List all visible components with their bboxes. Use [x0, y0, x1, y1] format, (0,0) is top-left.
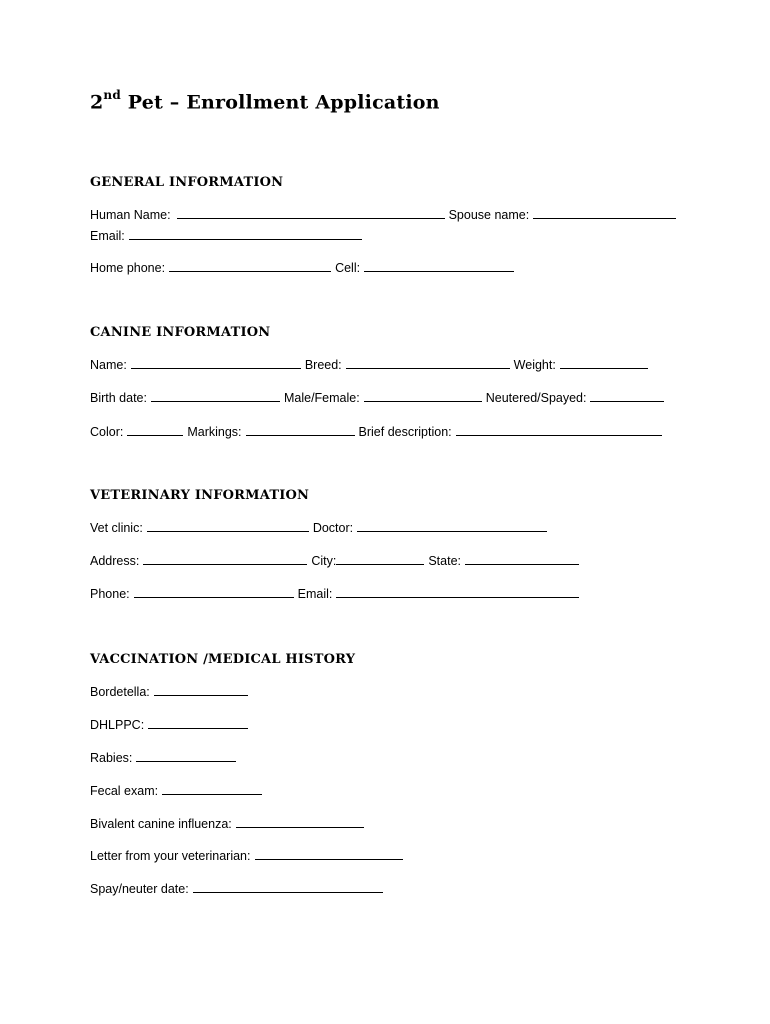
rabies-label: Rabies: — [90, 751, 133, 765]
weight-field[interactable] — [560, 357, 648, 369]
vet-clinic-row — [90, 520, 551, 536]
home-phone-field[interactable] — [169, 260, 331, 272]
human-name-label: Human Name: — [90, 208, 171, 222]
vet-clinic-label: Vet clinic: — [90, 521, 143, 535]
veterinary-information-heading: VETERINARY INFORMATION — [90, 488, 310, 503]
vet-letter-row — [90, 848, 407, 864]
doctor-field[interactable] — [357, 520, 547, 532]
phone-row — [90, 260, 518, 276]
dhlppc-row — [90, 717, 252, 733]
markings-field[interactable] — [246, 424, 355, 436]
form-title-prefix: 2 — [90, 91, 104, 114]
canine-color-row — [90, 424, 666, 440]
rabies-row — [90, 750, 240, 766]
vet-phone-row — [90, 586, 583, 602]
doctor-label: Doctor: — [312, 521, 354, 535]
fecal-exam-field[interactable] — [162, 783, 262, 795]
birth-date-field[interactable] — [151, 390, 280, 402]
vet-phone-label: Phone: — [90, 587, 130, 601]
cell-label: Cell: — [335, 261, 361, 275]
vet-letter-label: Letter from your veterinarian: — [90, 849, 251, 863]
vet-address-row — [90, 553, 583, 569]
weight-label: Weight: — [513, 358, 556, 372]
address-label: Address: — [90, 554, 140, 568]
spouse-name-label: Spouse name: — [448, 208, 530, 222]
markings-label: Markings: — [187, 425, 242, 439]
bordetella-field[interactable] — [154, 684, 248, 696]
city-field[interactable] — [336, 553, 424, 565]
fecal-exam-label: Fecal exam: — [90, 784, 159, 798]
cell-field[interactable] — [364, 260, 514, 272]
male-female-field[interactable] — [364, 390, 482, 402]
spay-neuter-row — [90, 881, 387, 897]
dhlppc-field[interactable] — [148, 717, 248, 729]
city-label: City: — [311, 554, 337, 568]
form-title — [90, 90, 440, 113]
vet-letter-field[interactable] — [255, 848, 403, 860]
color-label: Color: — [90, 425, 124, 439]
influenza-row — [90, 816, 368, 832]
general-information-heading: GENERAL INFORMATION — [90, 175, 284, 190]
brief-description-field[interactable] — [456, 424, 662, 436]
spay-neuter-date-field[interactable] — [193, 881, 383, 893]
canine-birth-row — [90, 390, 668, 406]
vet-phone-field[interactable] — [134, 586, 294, 598]
email-field[interactable] — [129, 228, 362, 240]
home-phone-label: Home phone: — [90, 261, 166, 275]
canine-information-heading: CANINE INFORMATION — [90, 325, 271, 340]
form-title-superscript: nd — [103, 88, 121, 102]
state-label: State: — [428, 554, 462, 568]
vet-email-field[interactable] — [336, 586, 579, 598]
birth-date-label: Birth date: — [90, 391, 147, 405]
fecal-exam-row — [90, 783, 266, 799]
email-label: Email: — [90, 229, 125, 243]
breed-label: Breed: — [304, 358, 342, 372]
bordetella-row — [90, 684, 252, 700]
state-field[interactable] — [465, 553, 579, 565]
dog-name-label: Name: — [90, 358, 127, 372]
form-title-rest: Pet – Enrollment Application — [120, 91, 440, 114]
dhlppc-label: DHLPPC: — [90, 718, 145, 732]
color-field[interactable] — [127, 424, 183, 436]
human-name-field[interactable] — [177, 207, 445, 219]
spouse-name-field[interactable] — [533, 207, 676, 219]
breed-field[interactable] — [346, 357, 510, 369]
spay-neuter-date-label: Spay/neuter date: — [90, 882, 189, 896]
neutered-spayed-label: Neutered/Spayed: — [485, 391, 587, 405]
neutered-spayed-field[interactable] — [590, 390, 664, 402]
canine-name-row — [90, 357, 652, 373]
address-field[interactable] — [143, 553, 307, 565]
vet-clinic-field[interactable] — [147, 520, 309, 532]
general-email-row — [90, 228, 366, 244]
dog-name-field[interactable] — [131, 357, 301, 369]
male-female-label: Male/Female: — [283, 391, 360, 405]
brief-description-label: Brief description: — [358, 425, 452, 439]
influenza-field[interactable] — [236, 816, 364, 828]
vaccination-medical-history-heading: VACCINATION /MEDICAL HISTORY — [90, 652, 356, 667]
bordetella-label: Bordetella: — [90, 685, 150, 699]
rabies-field[interactable] — [136, 750, 236, 762]
vet-email-label: Email: — [297, 587, 333, 601]
human-spouse-row — [90, 207, 680, 223]
influenza-label: Bivalent canine influenza: — [90, 817, 232, 831]
